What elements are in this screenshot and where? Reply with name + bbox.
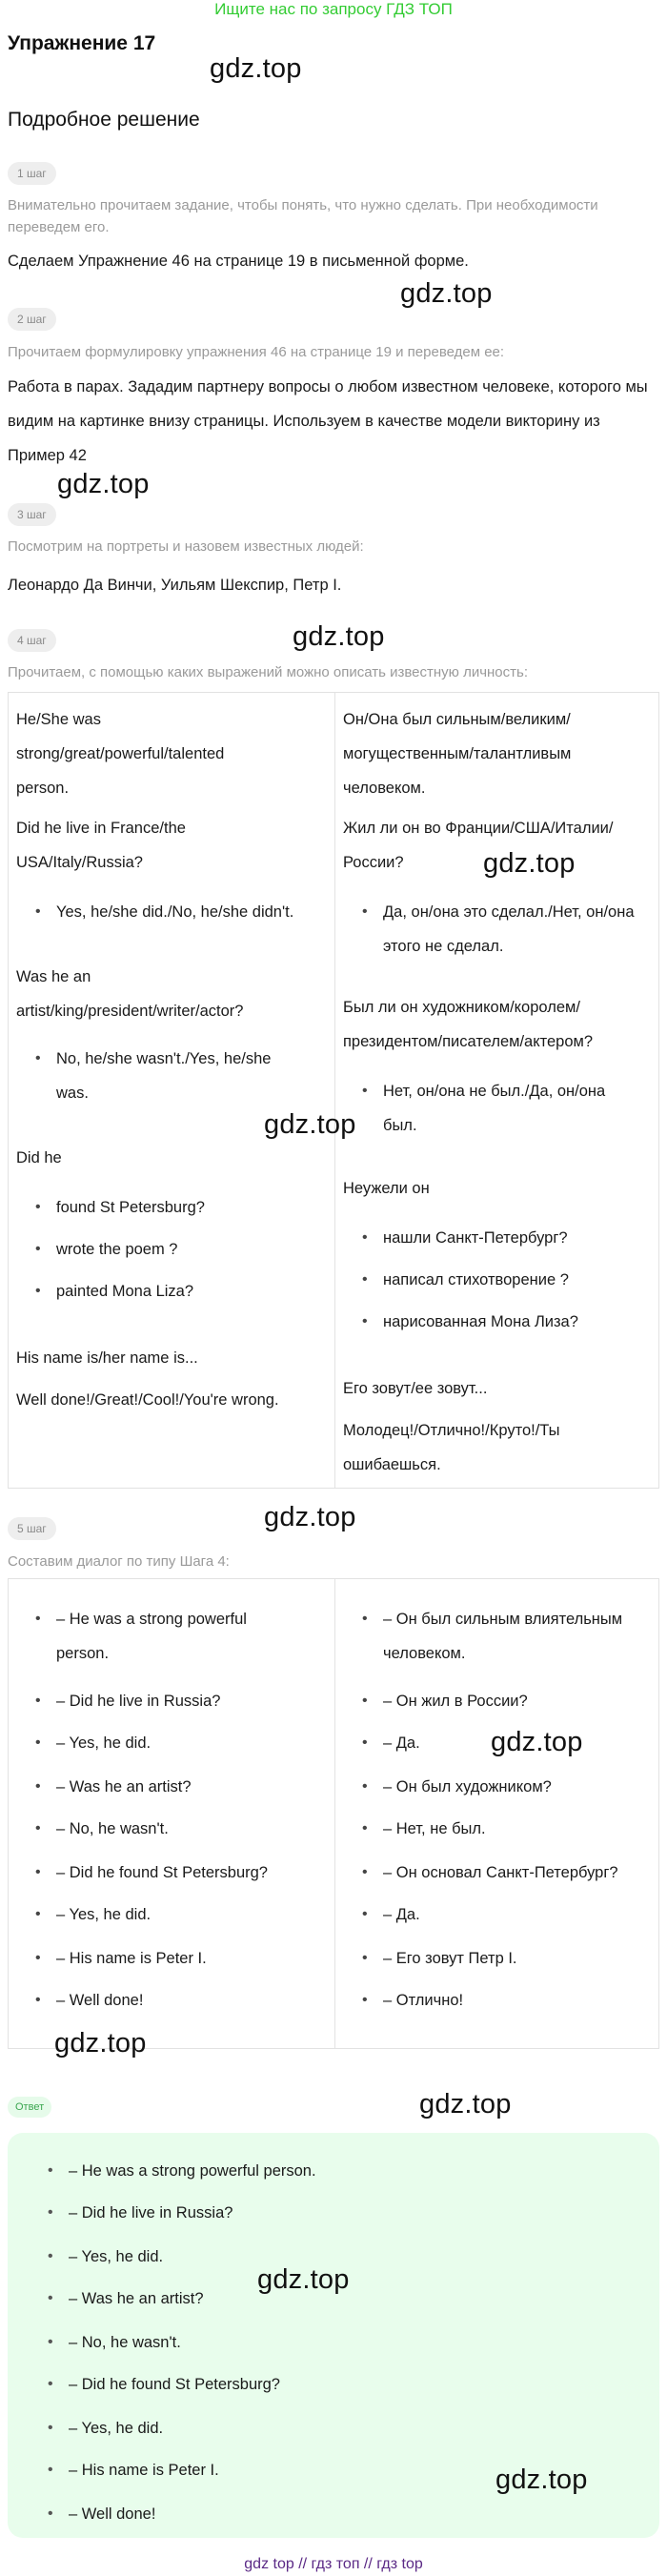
table-column-english (9, 693, 334, 1488)
watermark: gdz.top (293, 621, 385, 652)
dialogue-line: • – Нет, не был. (383, 1812, 667, 1846)
answer-line: • – Yes, he did. (69, 2240, 640, 2274)
dialogue-line: • – His name is Peter I. (56, 1941, 342, 1976)
list-item: • painted Mona Liza? (56, 1274, 342, 1308)
watermark: gdz.top (257, 2264, 350, 2295)
step1-text: Сделаем Упражнение 46 на странице 19 в письменной форме. (8, 253, 469, 270)
dialogue-line: • – Да. (383, 1726, 667, 1760)
step2-text: Работа в парах. Зададим партнеру вопросы о любом известном человеке, которого мы видим на картинке внизу страницы. Используем в качестве модели викторину из Пример 42 (8, 378, 648, 464)
watermark: gdz.top (419, 2089, 512, 2120)
dialogue-line: • – No, he wasn't. (56, 1812, 342, 1846)
step3-text: Леонардо Да Винчи, Уильям Шекспир, Петр I. (8, 577, 342, 594)
table-cell: Well done!/Great!/Cool!/You're wrong. (16, 1391, 279, 1409)
table-cell: Молодец!/Отлично!/Круто!/Ты ошибаешься. (343, 1422, 560, 1473)
watermark: gdz.top (483, 848, 576, 879)
table-cell: Did he (16, 1149, 62, 1166)
table-cell: He/She was strong/great/powerful/talented person. (16, 711, 225, 797)
watermark: gdz.top (400, 278, 493, 309)
table-cell: Он/Она был сильным/великим/могущественным/талантливым человеком. (343, 711, 572, 797)
answer-line: • – Was he an artist? (69, 2282, 640, 2316)
dialogue-line: • – Well done! (56, 1983, 342, 2018)
watermark: gdz.top (264, 1502, 356, 1532)
dialogue-line: • – Он основал Санкт-Петербург? (383, 1856, 667, 1890)
section-title: Подробное решение (8, 109, 200, 131)
answer-badge: Ответ (8, 2097, 51, 2118)
answer-line: • – His name is Peter I. (69, 2453, 640, 2487)
step-badge-3: 3 шаг (8, 503, 56, 526)
list-item: • No, he/she wasn't./Yes, he/she was. (56, 1042, 285, 1110)
list-item: • Да, он/она это сделал./Нет, он/она этого не сделал. (383, 895, 650, 963)
dialogue-line: • – Он был сильным влиятельным человеком. (383, 1602, 631, 1671)
table-cell: Его зовут/ее зовут... (343, 1380, 488, 1397)
watermark: gdz.top (210, 53, 302, 84)
step-badge-1: 1 шаг (8, 162, 56, 185)
footer-links[interactable]: gdz top // гдз топ // гдз top (244, 2556, 423, 2572)
dialogue-line: • – Его зовут Петр I. (383, 1941, 667, 1976)
watermark: gdz.top (57, 469, 150, 499)
answer-line: • – Did he live in Russia? (69, 2196, 640, 2230)
step-badge-4: 4 шаг (8, 629, 56, 652)
list-item: • wrote the poem ? (56, 1232, 342, 1267)
dialogue-line: • – Да. (383, 1897, 667, 1932)
list-item: • нашли Санкт-Петербург? (383, 1221, 667, 1255)
answer-line: • – Well done! (69, 2497, 640, 2531)
dialogue-line: • – Yes, he did. (56, 1897, 342, 1932)
watermark: gdz.top (54, 2028, 147, 2059)
step1-instruction: Внимательно прочитаем задание, чтобы понять, что нужно сделать. При необходимости переведем его. (8, 197, 598, 235)
table-cell: Был ли он художником/королем/президентом/писателем/актером? (343, 999, 594, 1050)
watermark: gdz.top (264, 1109, 356, 1140)
table-cell: Was he an artist/king/president/writer/actor? (16, 968, 244, 1020)
step4-instruction: Прочитаем, с помощью каких выражений можно описать известную личность: (8, 664, 529, 680)
watermark: gdz.top (495, 2464, 588, 2495)
answer-line: • – Yes, he did. (69, 2411, 640, 2445)
list-item: • Нет, он/она не был./Да, он/она был. (383, 1074, 631, 1143)
dialogue-line: • – Did he found St Petersburg? (56, 1856, 342, 1890)
dialogue-line: • – Он жил в России? (383, 1684, 667, 1718)
table-cell: Неужели он (343, 1180, 430, 1197)
top-banner[interactable]: Ищите нас по запросу ГДЗ ТОП (214, 0, 453, 18)
table-column-russian (334, 693, 660, 1488)
dialogue-column-russian (334, 1579, 660, 2048)
dialogue-column-english (9, 1579, 334, 2048)
step2-instruction: Прочитаем формулировку упражнения 46 на странице 19 и переведем ее: (8, 344, 505, 360)
answer-line: • – Did he found St Petersburg? (69, 2367, 640, 2402)
step-badge-5: 5 шаг (8, 1517, 56, 1540)
table-cell: His name is/her name is... (16, 1349, 198, 1367)
step3-instruction: Посмотрим на портреты и назовем известных людей: (8, 538, 364, 555)
list-item: • написал стихотворение ? (383, 1263, 667, 1297)
dialogue-line: • – Was he an artist? (56, 1770, 342, 1804)
dialogue-line: • – Did he live in Russia? (56, 1684, 342, 1718)
expressions-table (8, 692, 659, 1489)
list-item: • found St Petersburg? (56, 1190, 342, 1225)
page-title: Упражнение 17 (8, 32, 156, 54)
step-badge-2: 2 шаг (8, 308, 56, 331)
step5-instruction: Составим диалог по типу Шага 4: (8, 1553, 230, 1570)
table-cell: Did he live in France/the USA/Italy/Russia? (16, 820, 186, 871)
dialogue-line: • – Он был художником? (383, 1770, 667, 1804)
list-item: • нарисованная Мона Лиза? (383, 1305, 667, 1339)
answer-line: • – He was a strong powerful person. (69, 2154, 640, 2188)
watermark: gdz.top (491, 1727, 583, 1757)
answer-line: • – No, he wasn't. (69, 2325, 640, 2360)
dialogue-line: • – Отлично! (383, 1983, 667, 2018)
dialogue-line: • – Yes, he did. (56, 1726, 342, 1760)
table-cell: Жил ли он во Франции/США/Италии/России? (343, 820, 614, 871)
dialogue-line: • – He was a strong powerful person. (56, 1602, 294, 1671)
dialogue-table (8, 1578, 659, 2049)
list-item: • Yes, he/she did./No, he/she didn't. (56, 895, 342, 929)
